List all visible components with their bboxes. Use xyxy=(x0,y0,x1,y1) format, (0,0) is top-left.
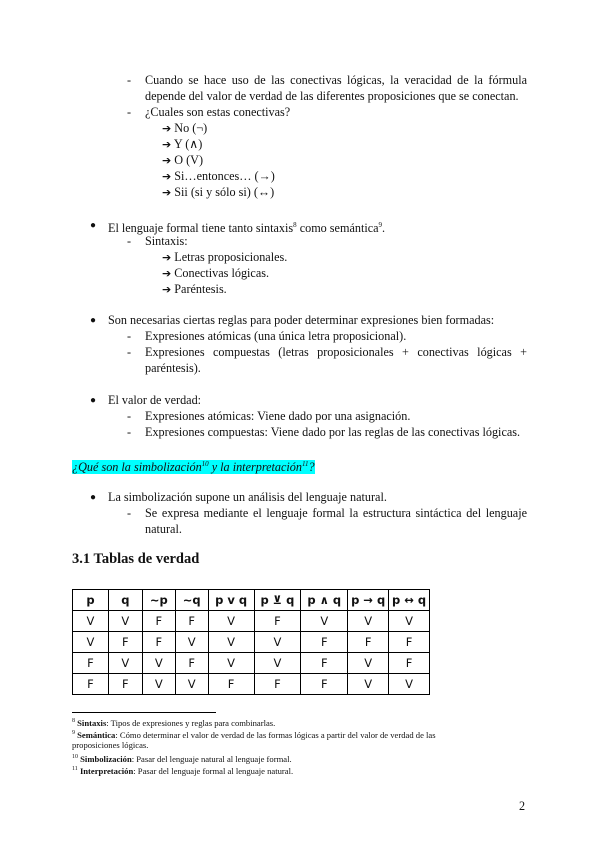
bullet-4-sub-1: Se expresa mediante el lenguaje formal la estructura sintáctica del lenguaje xyxy=(145,506,527,520)
table-row xyxy=(73,653,430,674)
table-cell: V xyxy=(389,674,430,695)
table-cell: V xyxy=(108,653,142,674)
table-cell: F xyxy=(254,674,301,695)
dash-marker: - xyxy=(127,506,132,520)
table-cell: V xyxy=(348,611,389,632)
table-cell: F xyxy=(142,632,175,653)
table-cell: V xyxy=(73,632,109,653)
dash-marker: - xyxy=(127,425,132,439)
table-cell: F xyxy=(389,653,430,674)
footnote-ref[interactable]: 11 xyxy=(301,460,309,468)
table-cell: F xyxy=(348,632,389,653)
table-cell: F xyxy=(254,611,301,632)
bullet-icon: ● xyxy=(90,220,97,231)
bullet-4-text: La simbolización supone un análisis del lenguaje natural. xyxy=(108,490,387,504)
footnote-ref[interactable]: 9 xyxy=(378,221,383,229)
footnote-ref[interactable]: 10 xyxy=(201,460,209,468)
table-cell: V xyxy=(108,611,142,632)
table-cell: V xyxy=(208,611,254,632)
connective-label: Sii (si y sólo si) (↔) xyxy=(174,185,275,199)
connective-label: Si…entonces… (→) xyxy=(174,169,275,183)
column-header: ~q xyxy=(175,590,208,611)
dash-marker: - xyxy=(127,345,132,359)
column-header: p → q xyxy=(348,590,389,611)
connective-row xyxy=(162,136,202,153)
dash-marker: - xyxy=(127,329,132,343)
table-cell: V xyxy=(208,653,254,674)
table-cell: V xyxy=(389,611,430,632)
table-cell: V xyxy=(175,632,208,653)
table-cell: V xyxy=(142,653,175,674)
intro-item-1-cont: depende del valor de verdad de las diferentes proposiciones que se conectan. xyxy=(145,89,519,103)
table-cell: F xyxy=(73,674,109,695)
syntax-row: ➔ Conectivas lógicas. xyxy=(162,266,270,280)
table-cell: V xyxy=(254,653,301,674)
connective-label: No (¬) xyxy=(174,121,208,135)
table-cell: V xyxy=(254,632,301,653)
arrow-right-icon: ➔ xyxy=(162,154,172,167)
table-cell: V xyxy=(208,632,254,653)
bullet-icon: ● xyxy=(90,395,97,406)
bullet-3-text: El valor de verdad: xyxy=(108,393,202,407)
bullet-2-sub-2-cont: paréntesis). xyxy=(145,361,201,375)
connective-label: O (V) xyxy=(174,153,204,167)
column-header: p v q xyxy=(208,590,254,611)
column-header: p ⊻ q xyxy=(254,590,301,611)
table-cell: F xyxy=(301,674,348,695)
table-cell: V xyxy=(73,611,109,632)
table-cell: F xyxy=(208,674,254,695)
table-cell: F xyxy=(175,653,208,674)
dash-marker: - xyxy=(127,73,132,87)
table-cell: F xyxy=(108,674,142,695)
section-title: 3.1 Tablas de verdad xyxy=(72,551,200,567)
table-cell: V xyxy=(348,653,389,674)
table-row xyxy=(73,632,430,653)
bullet-icon: ● xyxy=(90,315,97,326)
table-cell: V xyxy=(301,611,348,632)
dash-marker: - xyxy=(127,105,132,119)
table-cell: F xyxy=(301,653,348,674)
arrow-right-icon: ➔ xyxy=(162,186,172,199)
arrow-right-icon: ➔ xyxy=(162,267,172,280)
footnote-ref[interactable]: 8 xyxy=(293,221,297,229)
bullet-2-sub-1: Expresiones atómicas (una única letra proposicional). xyxy=(145,329,407,343)
column-header: p xyxy=(73,590,109,611)
connective-row xyxy=(162,168,275,185)
dash-marker: - xyxy=(127,234,132,248)
arrow-right-icon: ➔ xyxy=(162,122,172,135)
table-cell: F xyxy=(108,632,142,653)
syntax-label: Sintaxis: xyxy=(145,234,188,248)
table-cell: V xyxy=(348,674,389,695)
table-cell: V xyxy=(142,674,175,695)
syntax-row: ➔ Paréntesis. xyxy=(162,282,227,296)
table-cell: F xyxy=(389,632,430,653)
bullet-4-sub-1-cont: natural. xyxy=(145,522,182,536)
column-header: ~p xyxy=(142,590,175,611)
footnote: $^{10}$ Simbolización: Pasar del lenguaje natural al lenguaje formal. xyxy=(72,753,292,764)
column-header: q xyxy=(108,590,142,611)
table-cell: F xyxy=(301,632,348,653)
syntax-row: ➔ Letras proposicionales. xyxy=(162,250,288,264)
connective-label: Y (∧) xyxy=(173,137,203,151)
table-header-row xyxy=(73,590,430,611)
table-cell: V xyxy=(175,674,208,695)
column-header: p ∧ q xyxy=(301,590,348,611)
table-row xyxy=(73,674,430,695)
dash-marker: - xyxy=(127,409,132,423)
arrow-right-icon: ➔ xyxy=(162,138,172,151)
column-header: p ↔ q xyxy=(389,590,430,611)
arrow-right-icon: ➔ xyxy=(162,283,172,296)
table-cell: F xyxy=(175,611,208,632)
connective-row xyxy=(162,184,274,201)
bullet-icon: ● xyxy=(90,492,97,503)
connective-row xyxy=(162,120,207,137)
footnote-separator xyxy=(72,712,216,713)
footnote: $^{11}$ Interpretación: Pasar del lenguaje formal al lenguaje natural. xyxy=(72,765,294,776)
question-heading: ¿Qué son la simbolización$^{10}$ y la interpretación$^{11}$? xyxy=(72,460,315,475)
arrow-right-icon: ➔ xyxy=(162,251,172,264)
connective-row xyxy=(162,152,203,169)
footnote: proposiciones lógicas. xyxy=(72,740,149,750)
bullet-3-sub-2: Expresiones compuestas: Viene dado por las reglas de las conectivas lógicas. xyxy=(145,425,521,439)
intro-item-2: ¿Cuales son estas conectivas? xyxy=(145,105,291,119)
table-cell: F xyxy=(73,653,109,674)
footnote: $^8$ Sintaxis: Tipos de expresiones y reglas para combinarlas. xyxy=(72,717,276,728)
bullet-3-sub-1: Expresiones atómicas: Viene dado por una asignación. xyxy=(145,409,411,423)
bullet-1-text: El lenguaje formal tiene tanto sintaxis$^8$ como semántica$^9$. xyxy=(108,221,386,236)
page-number: 2 xyxy=(519,799,526,813)
table-row xyxy=(73,611,430,632)
table-cell: F xyxy=(142,611,175,632)
bullet-2-sub-2: Expresiones compuestas (letras proposicionales + conectivas lógicas + xyxy=(145,345,527,359)
arrow-right-icon: ➔ xyxy=(162,170,172,183)
truth-table xyxy=(72,589,430,695)
footnote: $^9$ Semántica: Cómo determinar el valor de verdad de las formas lógicas a partir del valor de verdad de las xyxy=(72,729,436,740)
intro-item-1: Cuando se hace uso de las conectivas lógicas, la veracidad de la fórmula xyxy=(145,73,527,87)
bullet-2-text: Son necesarias ciertas reglas para poder determinar expresiones bien formadas: xyxy=(108,313,495,327)
